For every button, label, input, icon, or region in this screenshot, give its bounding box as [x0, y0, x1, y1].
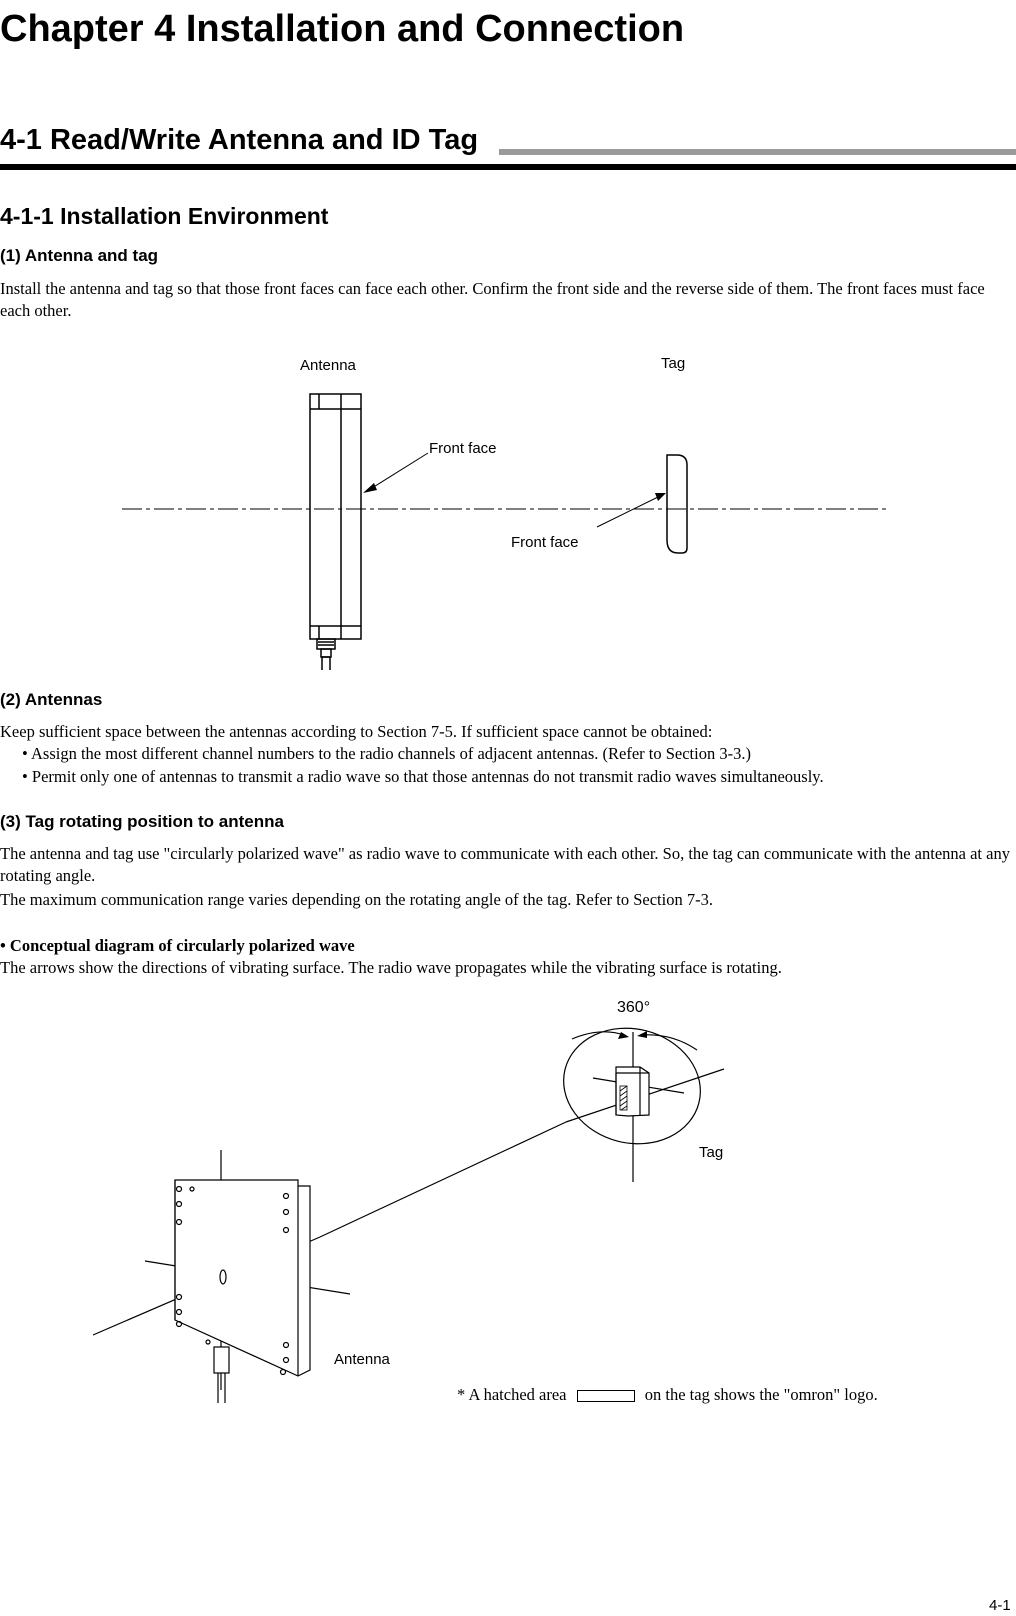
- figure1-front-face-antenna-label: Front face: [429, 440, 497, 457]
- note-suffix: on the tag shows the "omron" logo.: [644, 1385, 878, 1404]
- figure2-tag-label: Tag: [699, 1144, 724, 1161]
- front-face-antenna-arrowhead: [363, 483, 377, 493]
- figure2-antenna-label: Antenna: [334, 1351, 390, 1368]
- part3-body-1: The antenna and tag use "circularly polarized wave" as radio wave to communicate with each other. So, the tag can communicate with the antenna at any rotating angle.: [0, 844, 1010, 885]
- antenna-tag-front-face-diagram: [0, 340, 1016, 670]
- part2-bullet-2: • Permit only one of antennas to transmit a radio wave so that those antennas do not transmit radio waves simultaneously.: [22, 767, 824, 786]
- hatched-area-sample: [577, 1390, 635, 1402]
- section-title: 4-1 Read/Write Antenna and ID Tag: [0, 124, 479, 156]
- note-prefix: * A hatched area: [457, 1385, 567, 1404]
- part2-bullet-1: • Assign the most different channel numbers to the radio channels of adjacent antennas. (Refer to Section 3-3.): [22, 744, 751, 763]
- rotation-arrow-right: [642, 1035, 697, 1050]
- figure2-angle-label: 360°: [617, 999, 651, 1016]
- rotation-arrowhead-left: [618, 1032, 629, 1039]
- antenna-side-icon: [310, 394, 361, 670]
- figure1-front-face-tag-label: Front face: [511, 534, 579, 551]
- section-rule-thin: [499, 149, 1016, 155]
- part2-heading: (2) Antennas: [0, 690, 103, 709]
- concept-heading: • Conceptual diagram of circularly polarized wave: [0, 936, 355, 955]
- tag-side-icon: [667, 455, 687, 553]
- rotation-arrowhead-right: [637, 1031, 647, 1038]
- hatched-area-note: [457, 1385, 878, 1405]
- omron-logo-hatch: [620, 1086, 627, 1110]
- subsection-title: 4-1-1 Installation Environment: [0, 203, 329, 229]
- part3-body-2: The maximum communication range varies depending on the rotating angle of the tag. Refer to Section 7-3.: [0, 890, 713, 909]
- chapter-title: Chapter 4 Installation and Connection: [0, 8, 685, 50]
- circular-polarization-diagram: [0, 990, 1016, 1410]
- antenna-3d-icon: [93, 1150, 350, 1403]
- concept-body: The arrows show the directions of vibrating surface. The radio wave propagates while the vibrating surface is rotating.: [0, 958, 782, 977]
- front-face-tag-leader: [597, 497, 658, 527]
- part3-heading: (3) Tag rotating position to antenna: [0, 812, 284, 831]
- section-rule-thick: [0, 164, 1016, 170]
- part2-body: Keep sufficient space between the antennas according to Section 7-5. If sufficient space cannot be obtained:: [0, 722, 713, 741]
- part1-body: Install the antenna and tag so that those front faces can face each other. Confirm the front side and the reverse side of them. The front faces must face each other.: [0, 279, 985, 320]
- propagation-line: [320, 1122, 566, 1237]
- part1-heading: (1) Antenna and tag: [0, 246, 159, 265]
- figure1-antenna-label: Antenna: [300, 357, 356, 374]
- front-face-antenna-leader: [372, 453, 428, 488]
- figure1-tag-label: Tag: [661, 355, 686, 372]
- front-face-tag-arrowhead: [655, 493, 666, 501]
- page-number: 4-1: [989, 1597, 1011, 1614]
